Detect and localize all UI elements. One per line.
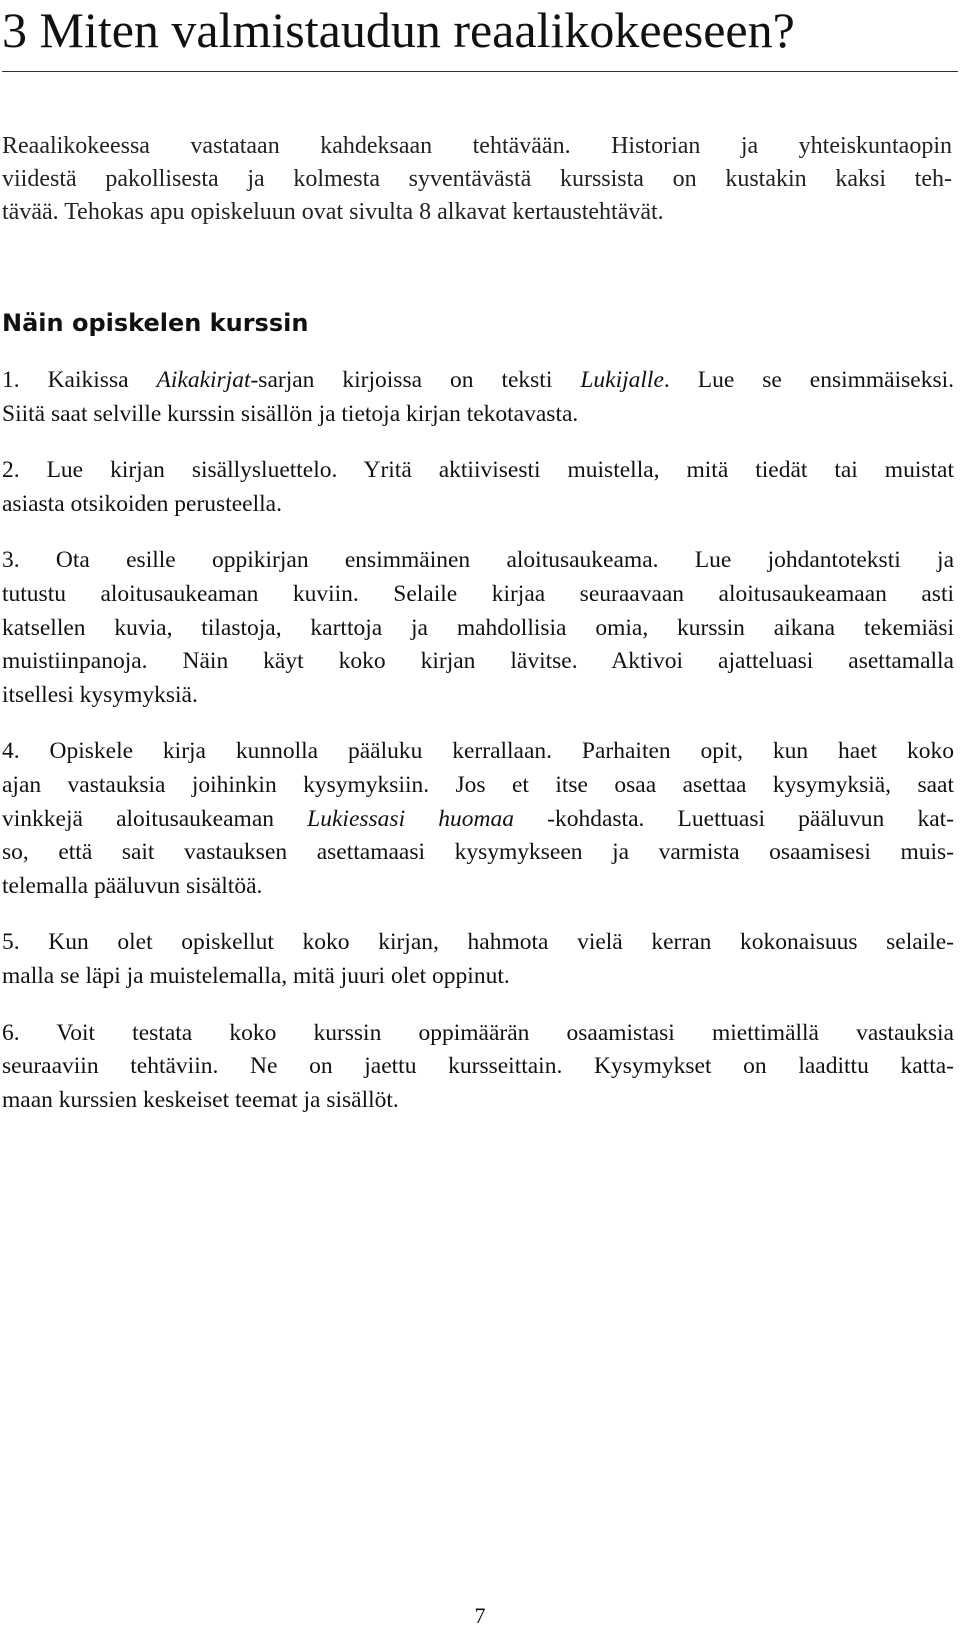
step-text: 1. Kaikissa <box>2 367 157 393</box>
step-line: 4. Opiskele kirja kunnolla pääluku kerrallaan. Parhaiten opit, kun haet koko <box>2 738 954 765</box>
step-line: 3. Ota esille oppikirjan ensimmäinen aloitusaukeama. Lue johdantoteksti ja <box>2 547 954 574</box>
step-line: 2. Lue kirjan sisällysluettelo. Yritä aktiivisesti muistella, mitä tiedät tai muistat <box>2 457 954 484</box>
study-steps-list <box>2 364 954 1140</box>
step-line: katsellen kuvia, tilastoja, karttoja ja mahdollisia omia, kurssin aikana tekemiäsi <box>2 614 954 641</box>
step-4 <box>2 735 954 903</box>
step-line: muistiinpanoja. Näin käyt koko kirjan lävitse. Aktivoi ajatteluasi asettamalla <box>2 648 954 675</box>
step-text: -kohdasta. Luettuasi pääluvun kat- <box>513 805 954 832</box>
step-line: ajan vastauksia joihinkin kysymyksiin. Jos et itse osaa asettaa kysymyksiä, saat <box>2 771 954 798</box>
section-heading: Näin opiskelen kurssin <box>2 309 309 337</box>
step-line: so, että sait vastauksen asettamaasi kysymykseen ja varmista osaamisesi muis- <box>2 839 954 866</box>
step-5 <box>2 926 954 993</box>
step-line <box>2 803 954 837</box>
step-line: malla se läpi ja muistelemalla, mitä juuri olet oppinut. <box>2 962 510 989</box>
step-line: asiasta otsikoiden perusteella. <box>2 490 282 517</box>
title-divider <box>2 71 958 72</box>
intro-line: Reaalikokeessa vastataan kahdeksaan tehtävään. Historian ja yhteiskuntaopin <box>2 133 952 159</box>
step-text: vinkkejä aloitusaukeaman <box>2 805 308 832</box>
step-3 <box>2 544 954 712</box>
intro-paragraph <box>2 130 952 229</box>
step-line <box>2 364 954 398</box>
intro-line: tävää. Tehokas apu opiskeluun ovat sivulta 8 alkavat kertaustehtävät. <box>2 199 664 225</box>
foreword-name: Lukijalle <box>580 367 664 393</box>
step-text: -sarjan kirjoissa on teksti <box>250 367 581 393</box>
book-series-name: Aikakirjat <box>156 367 251 393</box>
step-1 <box>2 364 954 431</box>
step-line: tutustu aloitusaukeaman kuviin. Selaile kirjaa seuraavaan aloitusaukeamaan asti <box>2 580 954 607</box>
page-number: 7 <box>474 1603 486 1628</box>
step-line: maan kurssien keskeiset teemat ja sisällöt. <box>2 1086 399 1113</box>
step-line: telemalla pääluvun sisältöä. <box>2 872 263 899</box>
step-2 <box>2 454 954 521</box>
step-line: Siitä saat selville kurssin sisällön ja tietoja kirjan tekotavasta. <box>2 400 579 427</box>
intro-line: viidestä pakollisesta ja kolmesta syventävästä kurssista on kustakin kaksi teh- <box>2 166 952 192</box>
step-line: 6. Voit testata koko kurssin oppimäärän osaamistasi miettimällä vastauksia <box>2 1019 954 1046</box>
step-6 <box>2 1017 954 1118</box>
chapter-title: 3 Miten valmistaudun reaalikokeeseen? <box>2 2 795 58</box>
step-line: itsellesi kysymyksiä. <box>2 681 198 708</box>
step-text: . Lue se ensimmäiseksi. <box>663 367 955 393</box>
step-line: 5. Kun olet opiskellut koko kirjan, hahmota vielä kerran kokonaisuus selaile- <box>2 929 954 956</box>
step-line: seuraaviin tehtäviin. Ne on jaettu kursseittain. Kysymykset on laadittu katta- <box>2 1053 954 1080</box>
section-name: Lukiessasi huomaa <box>307 805 514 832</box>
